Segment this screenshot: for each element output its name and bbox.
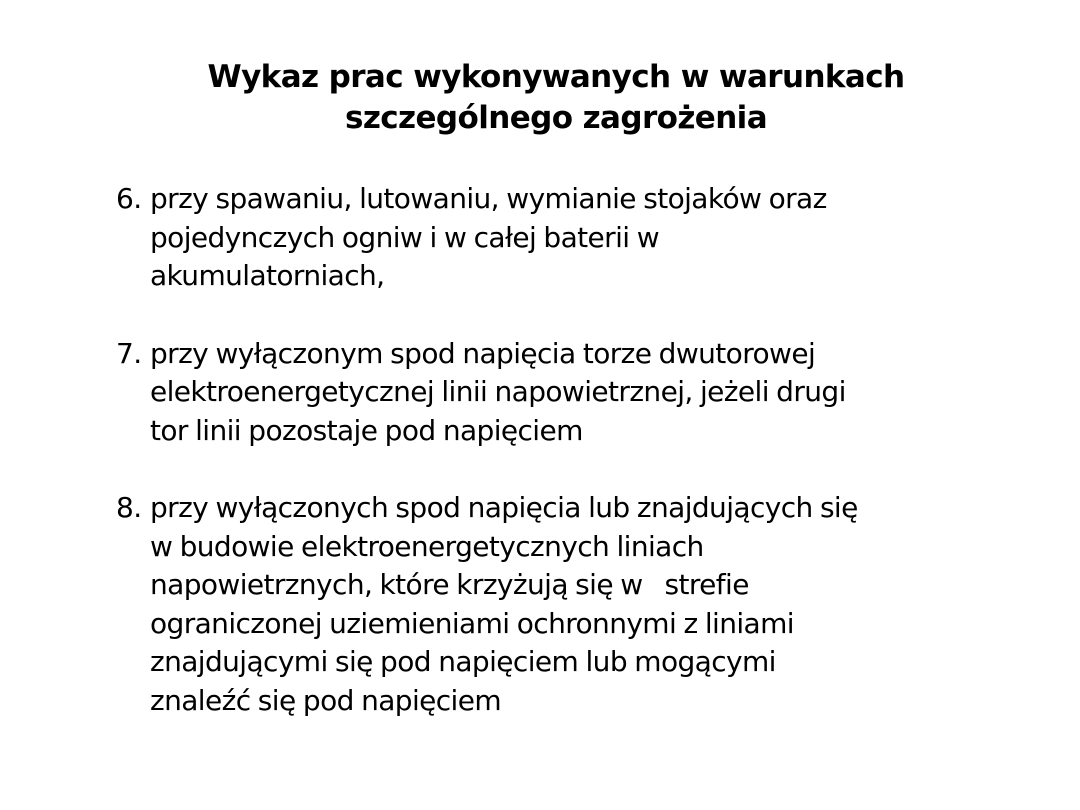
list-item-text-line: ograniczonej uziemieniami ochronnymi z liniami <box>150 606 794 640</box>
slide-title-line-2: szczególnego zagrożenia <box>344 100 768 136</box>
hazard-work-list <box>116 180 1016 720</box>
list-item-6 <box>116 180 1016 296</box>
list-item-7 <box>116 335 1016 451</box>
list-item-text-line: akumulatorniach, <box>150 259 385 292</box>
slide-title-line-1: Wykaz prac wykonywanych w warunkach <box>207 59 905 95</box>
list-item-text-line: elektroenergetycznej linii napowietrznej, jeżeli drugi <box>150 375 846 408</box>
list-item-text-line: w budowie elektroenergetycznych liniach <box>150 529 704 563</box>
list-item-text-line: przy wyłączonym spod napięcia torze dwutorowej <box>150 336 816 370</box>
list-item-number: 6. <box>116 182 142 215</box>
list-item-number: 8. <box>116 491 142 524</box>
list-item-text-line: tor linii pozostaje pod napięciem <box>150 413 583 447</box>
slide-title <box>150 57 962 139</box>
list-item-text-line: przy spawaniu, lutowaniu, wymianie stojaków oraz <box>150 182 827 215</box>
list-item-text-line: znaleźć się pod napięciem <box>150 683 502 717</box>
list-item-text-line: przy wyłączonych spod napięcia lub znajdujących się <box>150 491 858 524</box>
list-item-8 <box>116 489 1016 720</box>
list-item-text-line: pojedynczych ogniw i w całej baterii w <box>150 220 660 254</box>
list-item-text-line: napowietrznych, które krzyżują się w strefie <box>150 568 749 601</box>
list-item-text-line: znajdującymi się pod napięciem lub mogącymi <box>150 645 776 678</box>
list-item-number: 7. <box>116 336 142 370</box>
